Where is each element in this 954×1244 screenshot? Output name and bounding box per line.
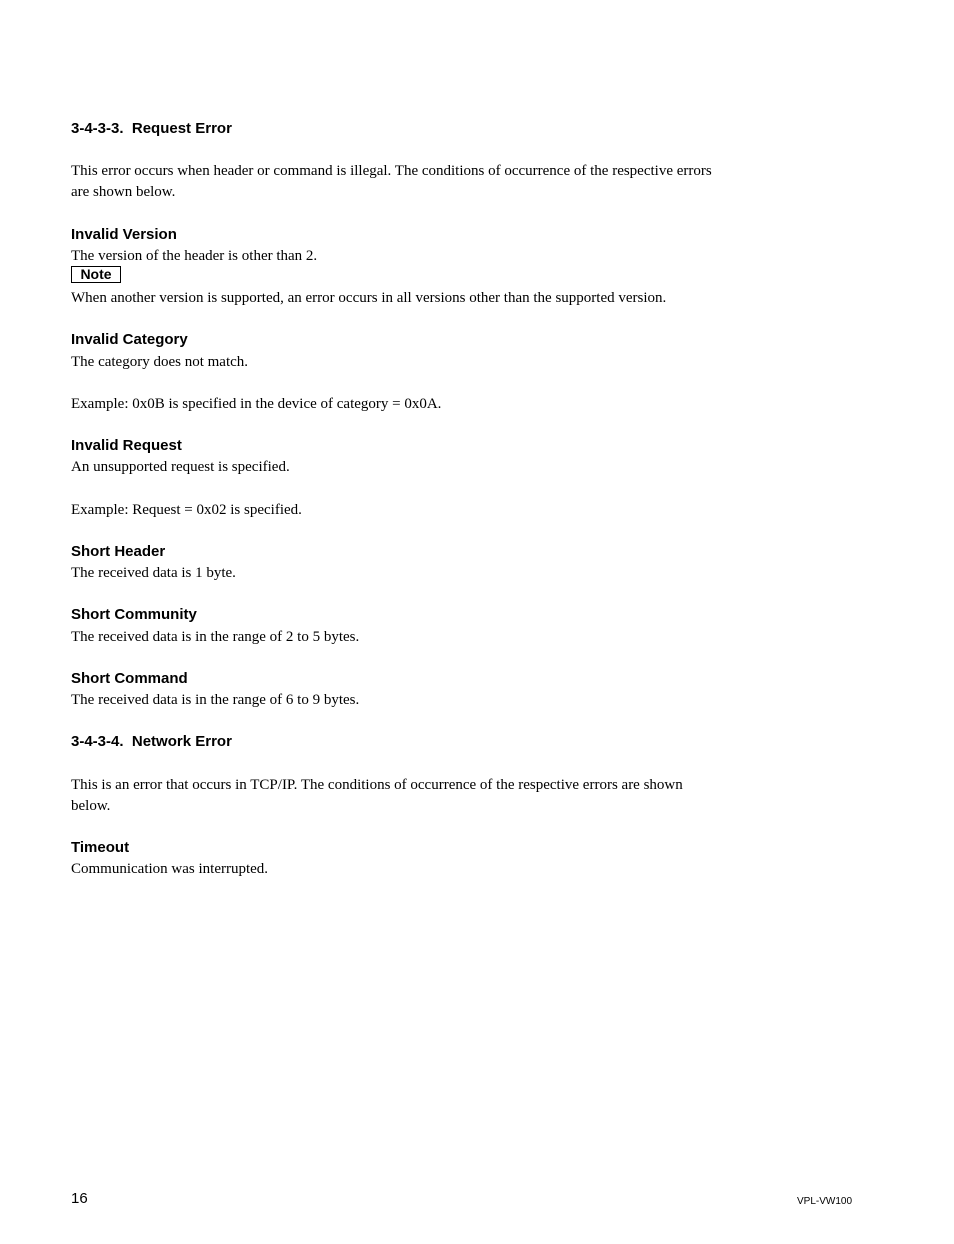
subheading-invalid-request: Invalid Request xyxy=(71,437,182,454)
subheading-timeout: Timeout xyxy=(71,839,130,856)
text-short-header: The received data is 1 byte. xyxy=(71,565,236,581)
section-number: 3-4-3-4. xyxy=(71,733,124,750)
text-timeout: Communication was interrupted. xyxy=(71,861,269,877)
model-name: VPL-VW100 xyxy=(797,1196,853,1207)
subheading-short-command: Short Command xyxy=(71,670,188,687)
subheading-short-header: Short Header xyxy=(71,543,166,560)
note-label-box: Note xyxy=(71,266,121,283)
example-invalid-category: Example: 0x0B is specified in the device of category = 0x0A. xyxy=(71,396,442,412)
text-invalid-category: The category does not match. xyxy=(71,354,249,370)
subheading-short-community: Short Community xyxy=(71,606,197,623)
subheading-invalid-version: Invalid Version xyxy=(71,226,177,243)
page-number: 16 xyxy=(71,1190,88,1207)
example-invalid-request: Example: Request = 0x02 is specified. xyxy=(71,502,302,518)
section-number: 3-4-3-3. xyxy=(71,120,124,137)
note-text-invalid-version: When another version is supported, an error occurs in all versions other than the supported version. xyxy=(71,290,667,306)
subheading-invalid-category: Invalid Category xyxy=(71,331,188,348)
section-title: Request Error xyxy=(131,120,232,137)
text-invalid-version: The version of the header is other than 2. xyxy=(71,248,318,264)
text-invalid-request: An unsupported request is specified. xyxy=(71,459,290,475)
section-intro-request-error: This error occurs when header or command is illegal. The conditions of occurrence of the respective errors are shown below. xyxy=(71,163,712,200)
section-intro-network-error: This is an error that occurs in TCP/IP. The conditions of occurrence of the respective errors are shown below. xyxy=(71,777,683,814)
section-title: Network Error xyxy=(131,733,232,750)
text-short-community: The received data is in the range of 2 to 5 bytes. xyxy=(71,629,360,645)
section-heading-request-error xyxy=(71,120,232,138)
text-short-command: The received data is in the range of 6 to 9 bytes. xyxy=(71,692,360,708)
section-heading-network-error xyxy=(71,733,232,751)
